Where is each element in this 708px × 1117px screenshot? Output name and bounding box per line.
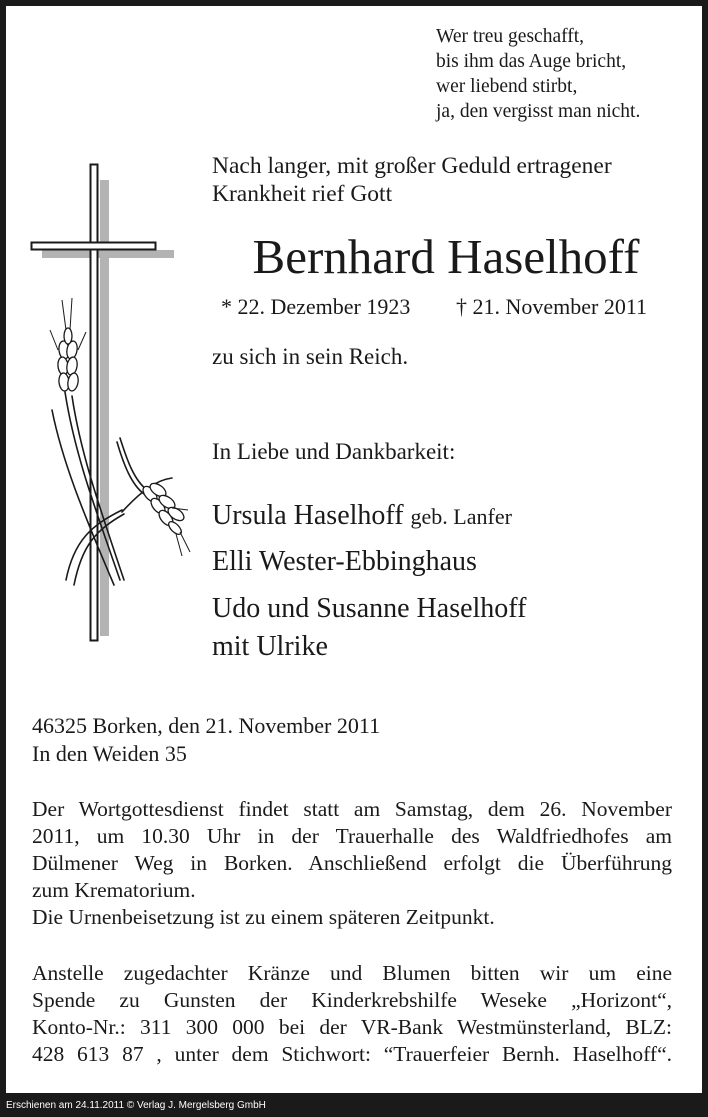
reich-text: zu sich in sein Reich. [212,344,409,369]
family-member-ulrike: mit Ulrike [212,631,328,662]
cross-wheat-icon [22,160,202,650]
death-date: † 21. November 2011 [456,294,648,319]
service-line: Die Urnenbeisetzung ist zu einem späteren Zeitpunkt. [32,905,495,929]
publication-footer: Erschienen am 24.11.2011 © Verlag J. Mergelsberg GmbH [6,1100,266,1111]
donation-line: Konto-Nr.: 311 300 000 bei der VR-Bank Westmünsterland, BLZ: [32,1015,672,1039]
poem [436,24,698,124]
family-member-name: Ursula Haselhoff [212,500,404,531]
donation-line: 428 613 87 , unter dem Stichwort: “Trauerfeier Bernh. Haselhoff“. [32,1042,672,1066]
maiden-name: geb. Lanfer [410,504,512,529]
donation-info [32,960,672,1068]
service-line: Dülmener Weg in Borken. Anschließend erfolgt die Überführung [32,851,672,875]
street-address: In den Weiden 35 [32,741,187,766]
poem-line: Wer treu geschafft, [436,26,585,47]
family-member-elli: Elli Wester-Ebbinghaus [212,546,477,577]
service-line: zum Krematorium. [32,878,196,902]
donation-line: Anstelle zugedachter Kränze und Blumen bitten wir um eine [32,961,672,985]
intro-text [212,152,692,208]
poem-line: wer liebend stirbt, [436,76,578,97]
place-date: 46325 Borken, den 21. November 2011 [32,713,381,738]
family-member-ursula [212,499,512,534]
deceased-name: Bernhard Haselhoff [252,229,640,284]
intro-line: Krankheit rief Gott [212,181,393,207]
service-line: 2011, um 10.30 Uhr in der Trauerhalle des Waldfriedhofes am [32,824,672,848]
poem-line: ja, den vergisst man nicht. [436,101,641,122]
service-line: Der Wortgottesdienst findet statt am Samstag, dem 26. November [32,797,672,821]
intro-line: Nach langer, mit großer Geduld ertragener [212,153,612,179]
service-info [32,796,672,931]
family-member-udo: Udo und Susanne Haselhoff [212,593,527,624]
donation-line: Spende zu Gunsten der Kinderkrebshilfe Weseke „Horizont“, [32,988,672,1012]
gratitude-text: In Liebe und Dankbarkeit: [212,439,456,464]
poem-line: bis ihm das Auge bricht, [436,51,627,72]
birth-date: * 22. Dezember 1923 [221,294,411,319]
